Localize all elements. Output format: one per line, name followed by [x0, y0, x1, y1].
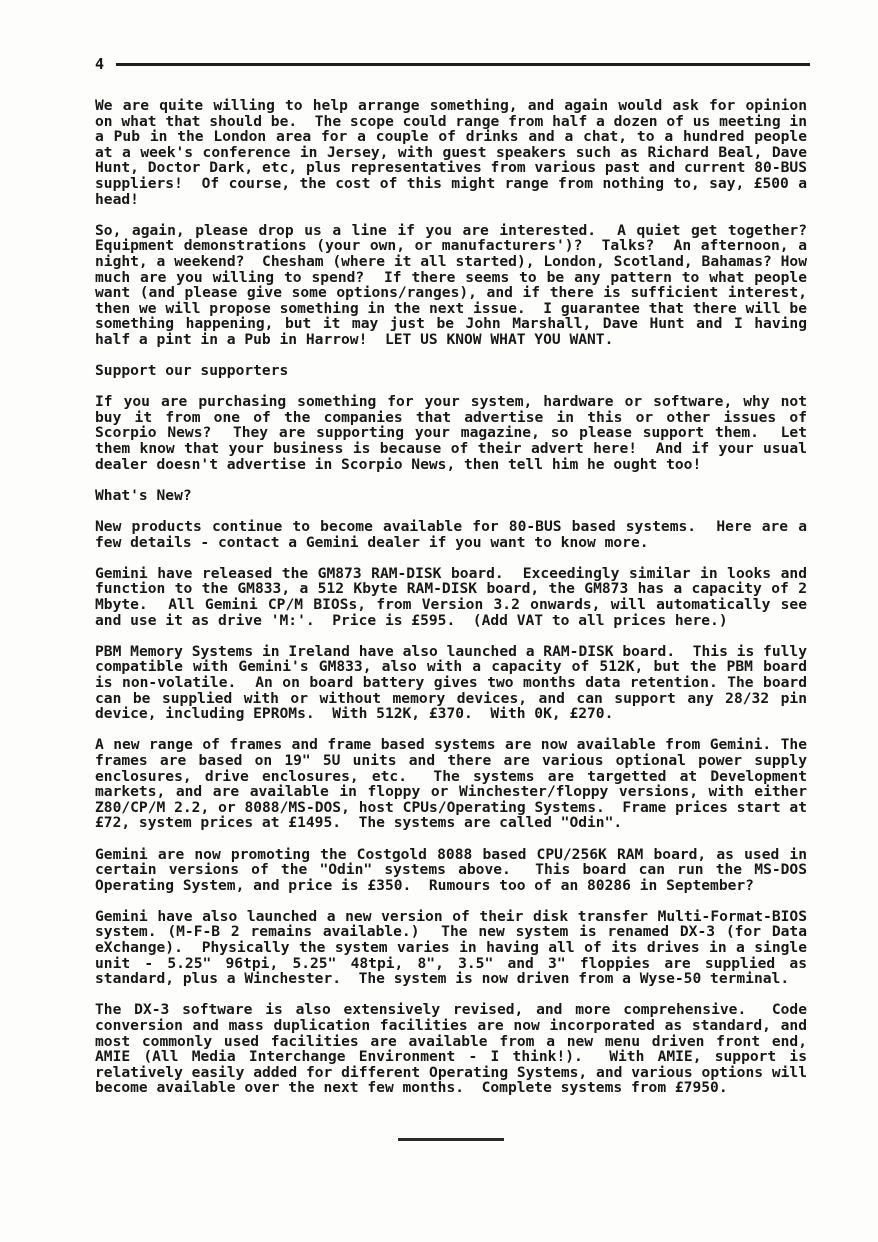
paragraph: The DX-3 software is also extensively revised, and more comprehensive. Code conversion and mass duplication facilities are now incorporated as standard, and most commonly used facilities are available from a new menu driven front end, AMIE (All Media Interchange Environment - I think!). With AMIE, support is relatively easily added for different Operating Systems, and various options will become available over the next few months. Complete systems from £7950. [95, 1001, 816, 1097]
page-header [95, 56, 810, 72]
paragraph: If you are purchasing something for your system, hardware or software, why not buy it from one of the companies that advertise in this or other issues of Scorpio News? They are supporting your magazine, so please support them. Let them know that your business is because of their advert here! And if your usual dealer doesn't advertise in Scorpio News, then tell him he ought too! [95, 393, 816, 473]
paragraph: We are quite willing to help arrange something, and again would ask for opinion on what that should be. The scope could range from half a dozen of us meeting in a Pub in the London area for a couple of drinks and a chat, to a hundred people at a week's conference in Jersey, with guest speakers such as Richard Beal, Dave Hunt, Doctor Dark, etc, plus representatives from various past and current 80-BUS suppliers! Of course, the cost of this might range from nothing to, say, £500 a head! [95, 97, 816, 208]
section-heading-whats-new: What's New? [95, 486, 192, 504]
paragraph: So, again, please drop us a line if you are interested. A quiet get together? Equipment demonstrations (your own, or manufacturers')? Talks? An afternoon, a night, a weekend? Chesham (where it all started), London, Scotland, Bahamas? How much are you willing to spend? If there seems to be any pattern to what people want (and please give some options/ranges), and if there is sufficient interest, then we will propose something in the next issue. I guarantee that there will be something happening, but it may just be John Marshall, Dave Hunt and I having half a pint in a Pub in Harrow! LET US KNOW WHAT YOU WANT. [95, 221, 816, 348]
end-of-article-rule [398, 1138, 504, 1141]
page-content [95, 97, 816, 1141]
paragraph: PBM Memory Systems in Ireland have also launched a RAM-DISK board. This is fully compatible with Gemini's GM833, also with a capacity of 512K, but the PBM board is non-volatile. An on board battery gives two months data retention. The board can be supplied with or without memory devices, and can support any 28/32 pin device, including EPROMs. With 512K, £370. With 0K, £270. [95, 642, 816, 723]
paragraph: New products continue to become available for 80-BUS based systems. Here are a few details - contact a Gemini dealer if you want to know more. [95, 518, 816, 551]
page-number: 4 [95, 55, 105, 73]
paragraph: Gemini have released the GM873 RAM-DISK board. Exceedingly similar in looks and function to the GM833, a 512 Kbyte RAM-DISK board, the GM873 has a capacity of 2 Mbyte. All Gemini CP/M BIOSs, from Version 3.2 onwards, will automatically see and use it as drive 'M:'. Price is £595. (Add VAT to all prices here.) [95, 564, 816, 629]
paragraph: Gemini have also launched a new version of their disk transfer Multi-Format-BIOS system. (M-F-B 2 remains available.) The new system is renamed DX-3 (for Data eXchange). Physically the system varies in having all of its drives in a single unit - 5.25" 96tpi, 5.25" 48tpi, 8", 3.5" and 3" floppies are supplied as standard, plus a Winchester. The system is now driven from a Wyse-50 terminal. [95, 907, 816, 988]
header-rule [116, 63, 810, 66]
paragraph: Gemini are now promoting the Costgold 8088 based CPU/256K RAM board, as used in certain versions of the "Odin" systems above. This board can run the MS-DOS Operating System, and price is £350. Rumours too of an 80286 in September? [95, 845, 816, 894]
paragraph: A new range of frames and frame based systems are now available from Gemini. The frames are based on 19" 5U units and there are various optional power supply enclosures, drive enclosures, etc. The systems are targetted at Development markets, and are available in floppy or Winchester/floppy versions, with either Z80/CP/M 2.2, or 8088/MS-DOS, host CPUs/Operating Systems. Frame prices start at £72, system prices at £1495. The systems are called "Odin". [95, 736, 816, 832]
section-heading-support-our-supporters: Support our supporters [95, 362, 289, 380]
